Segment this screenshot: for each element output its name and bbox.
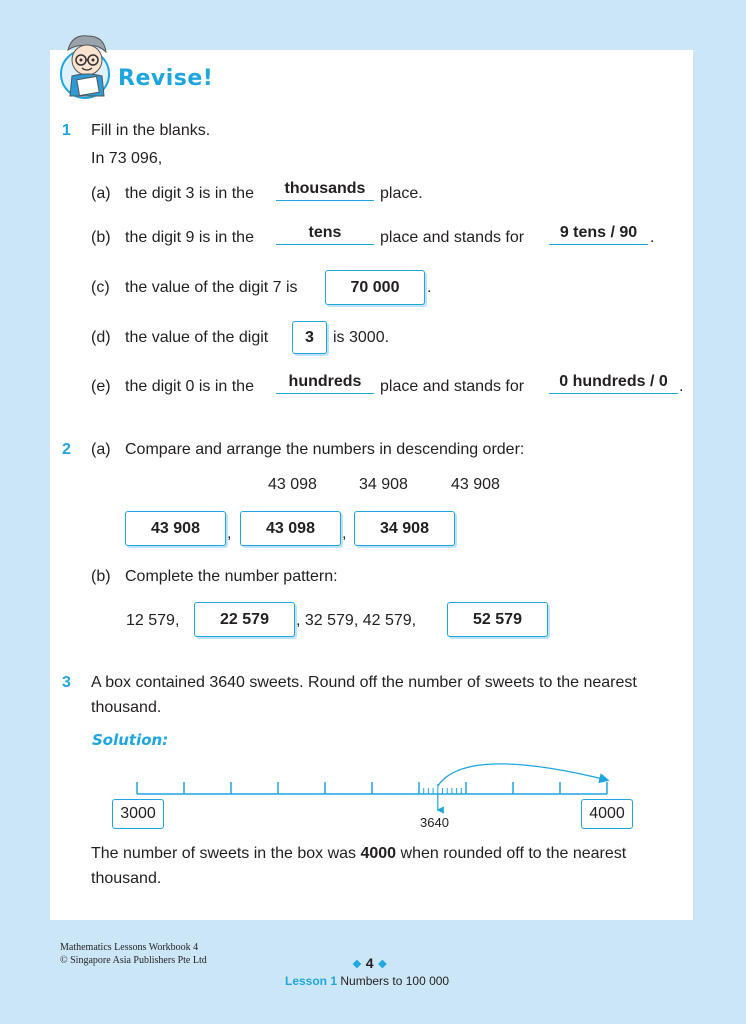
q2b-pattern-mid: , 32 579, 42 579, xyxy=(296,612,417,629)
question-2-number: 2 xyxy=(62,441,71,458)
footer-book-info xyxy=(60,941,207,967)
student-mascot-icon xyxy=(58,30,120,110)
q1b-answer2-blank[interactable]: 9 tens / 90 xyxy=(549,224,648,245)
q1e-label: (e) xyxy=(91,378,111,395)
q1b-text-mid: place and stands for xyxy=(380,229,525,246)
q2a-comma-2: , xyxy=(342,525,347,542)
q1a-label: (a) xyxy=(91,185,111,202)
q2b-answer-box-2[interactable]: 52 579 xyxy=(447,602,548,637)
q1b-period: . xyxy=(650,229,655,246)
q1b-answer-blank[interactable]: tens xyxy=(276,224,374,245)
q1b-label: (b) xyxy=(91,229,111,246)
numberline-end-label: 4000 xyxy=(581,799,633,829)
footer-book-title: Mathematics Lessons Workbook 4 xyxy=(60,942,199,953)
q3-text-line-1: A box contained 3640 sweets. Round off the number of sweets to the nearest xyxy=(91,674,637,691)
q2b-label: (b) xyxy=(91,568,111,585)
q1d-label: (d) xyxy=(91,329,111,346)
question-3-number: 3 xyxy=(62,674,71,691)
page-number-value: 4 xyxy=(365,955,374,971)
footer-copyright: © Singapore Asia Publishers Pte Ltd xyxy=(60,955,207,966)
q1b-text: the digit 9 is in the xyxy=(125,229,254,246)
q2a-prompt: Compare and arrange the numbers in descending order: xyxy=(125,441,525,458)
question-1-number: 1 xyxy=(62,122,71,139)
q2a-answer-box-2[interactable]: 43 098 xyxy=(240,511,341,546)
q2a-number-1: 43 098 xyxy=(268,476,317,493)
q1c-answer-box[interactable]: 70 000 xyxy=(325,270,425,305)
q2a-label: (a) xyxy=(91,441,111,458)
q1-context: In 73 096, xyxy=(91,150,163,167)
revise-heading: Revise! xyxy=(118,66,214,91)
q1a-text-end: place. xyxy=(380,185,423,202)
q3-answer-value: 4000 xyxy=(360,845,397,862)
diamond-icon: ❖ xyxy=(352,959,362,971)
q1d-text-end: is 3000. xyxy=(333,329,390,346)
q1a-answer-blank[interactable]: thousands xyxy=(276,180,374,201)
q1c-period: . xyxy=(427,279,432,296)
solution-label: Solution: xyxy=(92,731,169,749)
q1e-period: . xyxy=(679,378,684,395)
q2a-number-2: 34 908 xyxy=(359,476,408,493)
q2b-pattern-start: 12 579, xyxy=(126,612,180,629)
lesson-label: Lesson 1 xyxy=(285,974,338,988)
numberline-marker-label: 3640 xyxy=(420,815,449,830)
lesson-footer xyxy=(285,974,449,988)
q3-answer-line-1 xyxy=(91,844,626,864)
q2b-answer-box-1[interactable]: 22 579 xyxy=(194,602,295,637)
q2a-answer-box-1[interactable]: 43 908 xyxy=(125,511,226,546)
diamond-icon: ❖ xyxy=(377,959,388,971)
page-number xyxy=(352,955,387,971)
q1a-text: the digit 3 is in the xyxy=(125,185,254,202)
q2a-number-3: 43 908 xyxy=(451,476,500,493)
q1e-answer2-blank[interactable]: 0 hundreds / 0 xyxy=(549,373,678,394)
q1e-answer-blank[interactable]: hundreds xyxy=(276,373,374,394)
q3-answer-post: when rounded off to the nearest xyxy=(400,845,627,862)
q3-answer-line-2: thousand. xyxy=(91,870,162,887)
q1c-label: (c) xyxy=(91,279,110,296)
q2a-comma-1: , xyxy=(227,525,232,542)
q1d-text: the value of the digit xyxy=(125,329,269,346)
q1e-text: the digit 0 is in the xyxy=(125,378,254,395)
q1-instruction: Fill in the blanks. xyxy=(91,122,211,139)
q3-text-line-2: thousand. xyxy=(91,699,162,716)
q1c-text: the value of the digit 7 is xyxy=(125,279,298,296)
q2a-answer-box-3[interactable]: 34 908 xyxy=(354,511,455,546)
q3-answer-pre: The number of sweets in the box was xyxy=(91,845,357,862)
lesson-title: Numbers to 100 000 xyxy=(340,974,450,988)
numberline-start-label: 3000 xyxy=(112,799,164,829)
number-line xyxy=(100,750,640,840)
q1d-answer-box[interactable]: 3 xyxy=(292,321,327,354)
q2b-prompt: Complete the number pattern: xyxy=(125,568,338,585)
q1e-text-mid: place and stands for xyxy=(380,378,525,395)
